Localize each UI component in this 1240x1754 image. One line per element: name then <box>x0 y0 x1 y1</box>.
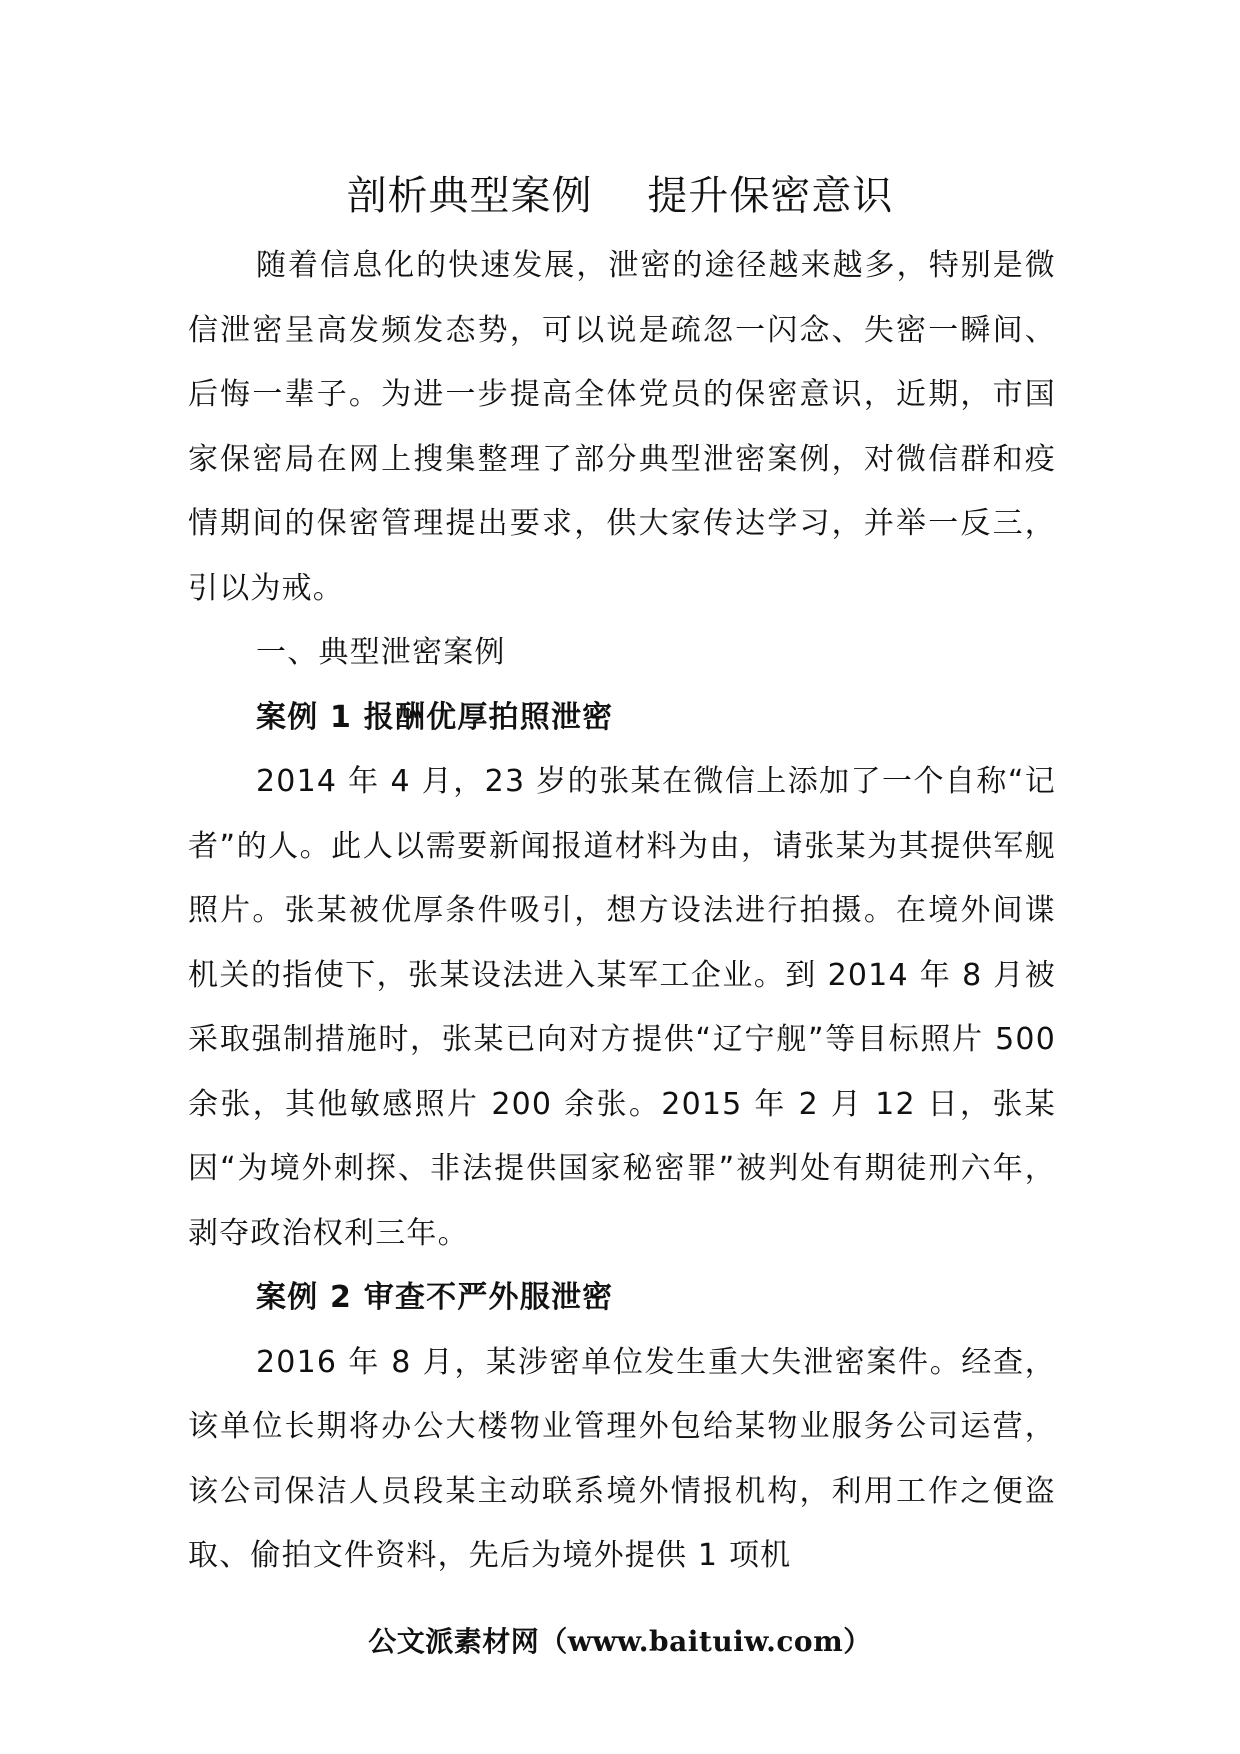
section-heading-typical-cases: 一、典型泄密案例 <box>256 635 506 670</box>
intro-paragraph: 随着信息化的快速发展，泄密的途径越来越多，特别是微信泄密呈高发频发态势，可以说是疏忽一闪念、失密一瞬间、后悔一辈子。为进一步提高全体党员的保密意识，近期，市国家保密局在网上搜集整理了部分典型泄密案例，对微信群和疫情期间的保密管理提出要求，供大家传达学习，并举一反三，引以为戒。 <box>188 248 1056 606</box>
document-body <box>188 234 1056 1589</box>
case-2-paragraph: 2016 年 8 月，某涉密单位发生重大失泄密案件。经查，该单位长期将办公大楼物业管理外包给某物业服务公司运营，该公司保洁人员段某主动联系境外情报机构，利用工作之便盗取、偷拍文件资料，先后为境外提供 1 项机 <box>188 1344 1056 1573</box>
case-2-title: 案例 2 审查不严外服泄密 <box>256 1280 614 1315</box>
case-1-paragraph: 2014 年 4 月，23 岁的张某在微信上添加了一个自称“记者”的人。此人以需要新闻报道材料为由，请张某为其提供军舰照片。张某被优厚条件吸引，想方设法进行拍摄。在境外间谍机关的指使下，张某设法进入某军工企业。到 2014 年 8 月被采取强制措施时，张某已向对方提供“辽宁舰”等目标照片 500 余张，其他敏感照片 200 余张。2015 年 2 月 12 日，张某因“为境外刺探、非法提供国家秘密罪”被判处有期徒刑六年，剥夺政治权利三年。 <box>188 764 1056 1251</box>
case-1-title: 案例 1 报酬优厚拍照泄密 <box>256 699 614 735</box>
document-title: 剖析典型案例 提升保密意识 <box>346 173 894 219</box>
footer-watermark-text: 公文派素材网（www.baituiw.com） <box>368 1625 872 1658</box>
